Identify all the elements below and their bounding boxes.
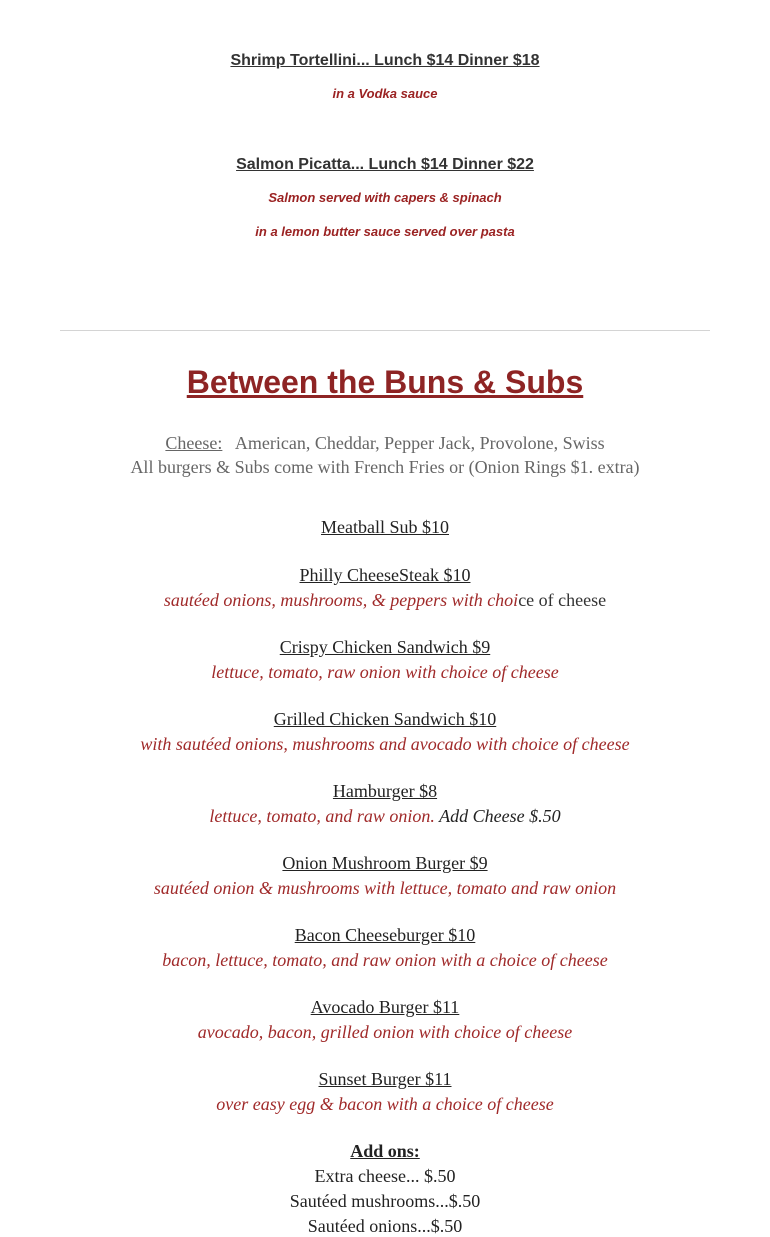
item-description: over easy egg & bacon with a choice of cheese <box>216 1094 554 1114</box>
addons-section <box>0 1141 770 1237</box>
menu-item-crispy-chicken <box>0 637 770 683</box>
dish-description: Salmon served with capers & spinach <box>268 190 502 205</box>
item-description: avocado, bacon, grilled onion with choice of cheese <box>197 1022 573 1042</box>
item-description: bacon, lettuce, tomato, and raw onion with a choice of cheese <box>162 950 608 970</box>
item-title: Grilled Chicken Sandwich $10 <box>273 709 497 729</box>
item-title: Hamburger $8 <box>332 781 438 801</box>
menu-item-philly-cheesesteak <box>0 565 770 611</box>
dish-title: Salmon Picatta... Lunch $14 Dinner $22 <box>236 156 534 173</box>
menu-item-hamburger <box>0 781 770 827</box>
menu-item-onion-mushroom-burger <box>0 853 770 899</box>
sides-note: All burgers & Subs come with French Fries or (Onion Rings $1. extra) <box>130 457 640 477</box>
dish-description: in a Vodka sauce <box>332 86 438 101</box>
menu-item-sunset-burger <box>0 1069 770 1115</box>
item-description: sautéed onion & mushrooms with lettuce, tomato and raw onion <box>153 878 617 898</box>
cheese-list: American, Cheddar, Pepper Jack, Provolone, Swiss <box>234 433 605 453</box>
item-description: with sautéed onions, mushrooms and avocado with choice of cheese <box>140 734 630 754</box>
item-title: Bacon Cheeseburger $10 <box>294 925 476 945</box>
menu-item-meatball-sub <box>0 517 770 538</box>
addon-item: Sautéed onions...$.50 <box>307 1216 463 1236</box>
cheese-options <box>0 433 770 454</box>
item-title: Meatball Sub $10 <box>321 517 449 537</box>
addons-title: Add ons: <box>350 1141 420 1161</box>
section-title: Between the Buns & Subs <box>186 364 584 400</box>
item-title: Avocado Burger $11 <box>310 997 460 1017</box>
item-title: Crispy Chicken Sandwich $9 <box>279 637 491 657</box>
addon-item: Extra cheese... $.50 <box>314 1166 456 1186</box>
item-description: lettuce, tomato, raw onion with choice of cheese <box>211 662 559 682</box>
menu-item-bacon-cheeseburger <box>0 925 770 971</box>
dish-title: Shrimp Tortellini... Lunch $14 Dinner $18 <box>230 52 540 69</box>
item-title: Sunset Burger $11 <box>318 1069 452 1089</box>
menu-item-avocado-burger <box>0 997 770 1043</box>
dish-salmon-picatta <box>0 156 770 239</box>
item-description: lettuce, tomato, and raw onion. Add Cheese $.50 <box>209 806 561 826</box>
addon-item: Sautéed mushrooms...$.50 <box>289 1191 481 1211</box>
menu-item-grilled-chicken <box>0 709 770 755</box>
section-divider <box>60 330 710 331</box>
dish-shrimp-tortellini <box>0 52 770 101</box>
dish-description: in a lemon butter sauce served over pasta <box>255 224 515 239</box>
item-title: Philly CheeseSteak $10 <box>299 565 471 585</box>
cheese-label: Cheese: <box>165 433 223 453</box>
item-title: Onion Mushroom Burger $9 <box>282 853 488 873</box>
item-description: sautéed onions, mushrooms, & peppers with choice of cheese <box>163 590 607 610</box>
